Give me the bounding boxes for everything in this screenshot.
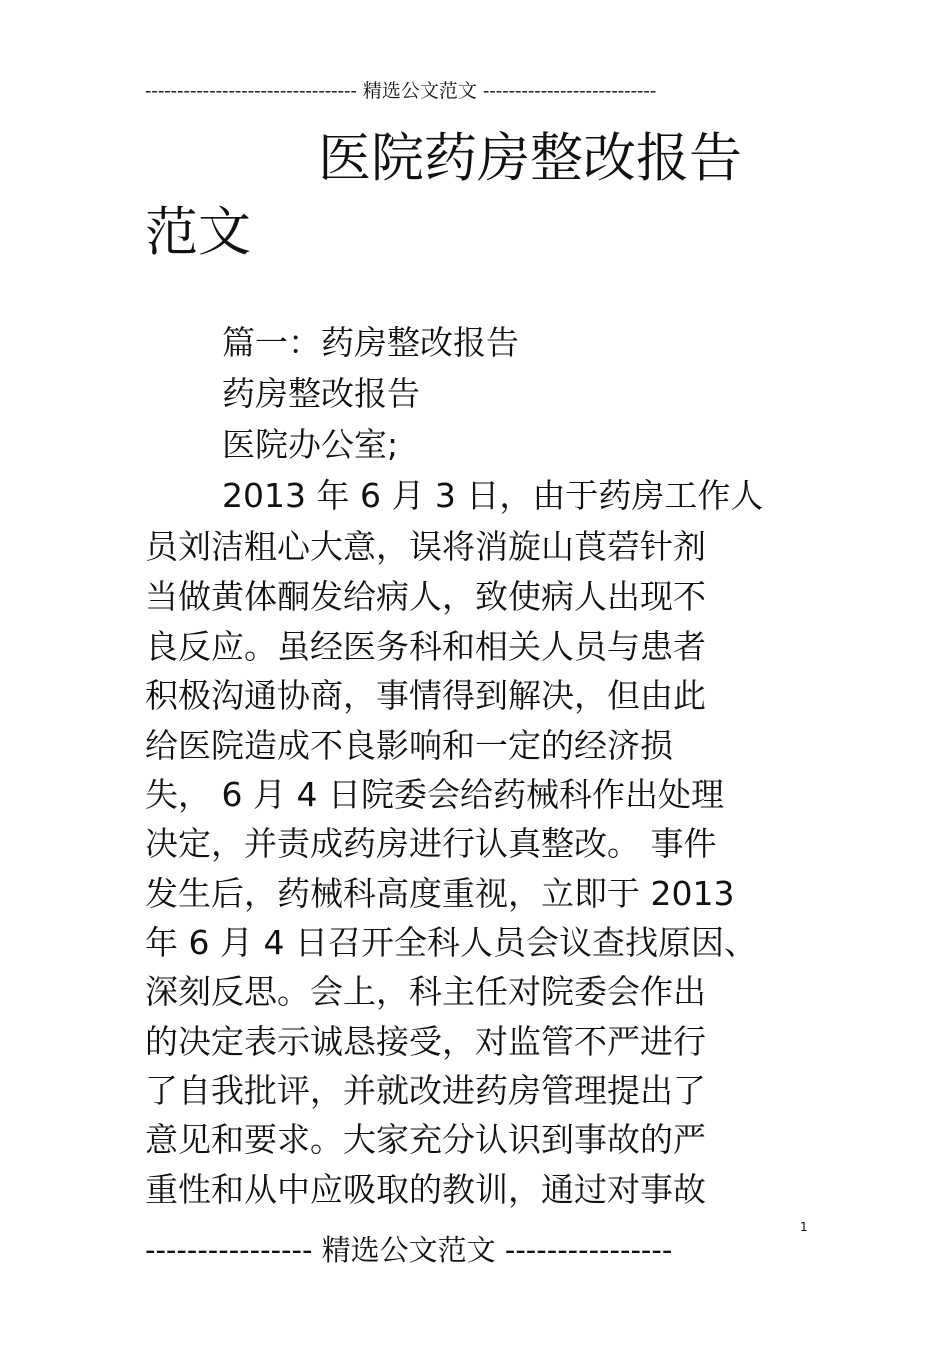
document-title-line-1: 医院药房整改报告 bbox=[318, 128, 742, 189]
paragraph-line: 决定，并责成药房进行认真整改。 事件 bbox=[145, 824, 717, 863]
paragraph-line: 失， 6 月 4 日院委会给药械科作出处理 bbox=[145, 775, 724, 814]
paragraph-line: 重性和从中应吸取的教训，通过对事故 bbox=[145, 1170, 706, 1209]
paragraph-line: 给医院造成不良影响和一定的经济损 bbox=[145, 726, 673, 765]
section-heading: 篇一：药房整改报告 bbox=[222, 323, 519, 362]
paragraph-line: 良反应。虽经医务科和相关人员与患者 bbox=[145, 627, 706, 666]
addressee: 医院办公室; bbox=[222, 425, 399, 464]
paragraph-line: 年 6 月 4 日召开全科人员会议查找原因、 bbox=[145, 923, 757, 962]
report-title: 药房整改报告 bbox=[222, 374, 420, 413]
paragraph-line: 积极沟通协商，事情得到解决，但由此 bbox=[145, 676, 706, 715]
paragraph-line: 意见和要求。大家充分认识到事故的严 bbox=[145, 1120, 706, 1159]
paragraph-line: 员刘洁粗心大意，误将消旋山莨菪针剂 bbox=[145, 527, 706, 566]
page-footer: ---------------- 精选公文范文 ---------------- bbox=[145, 1233, 673, 1267]
paragraph-line: 的决定表示诚恳接受，对监管不严进行 bbox=[145, 1022, 706, 1061]
paragraph-line: 了自我批评，并就改进药房管理提出了 bbox=[145, 1071, 706, 1110]
page-number: 1 bbox=[800, 1220, 808, 1234]
paragraph-line: 当做黄体酮发给病人，致使病人出现不 bbox=[145, 577, 706, 616]
document-title-line-2: 范文 bbox=[145, 202, 251, 263]
paragraph-line: 深刻反思。会上，科主任对院委会作出 bbox=[145, 972, 706, 1011]
page-header: --------------------------------- 精选公文范文 --------------------------- bbox=[145, 80, 657, 102]
paragraph-line: 发生后，药械科高度重视，立即于 2013 bbox=[145, 874, 735, 913]
paragraph-line: 2013 年 6 月 3 日，由于药房工作人 bbox=[222, 476, 764, 515]
